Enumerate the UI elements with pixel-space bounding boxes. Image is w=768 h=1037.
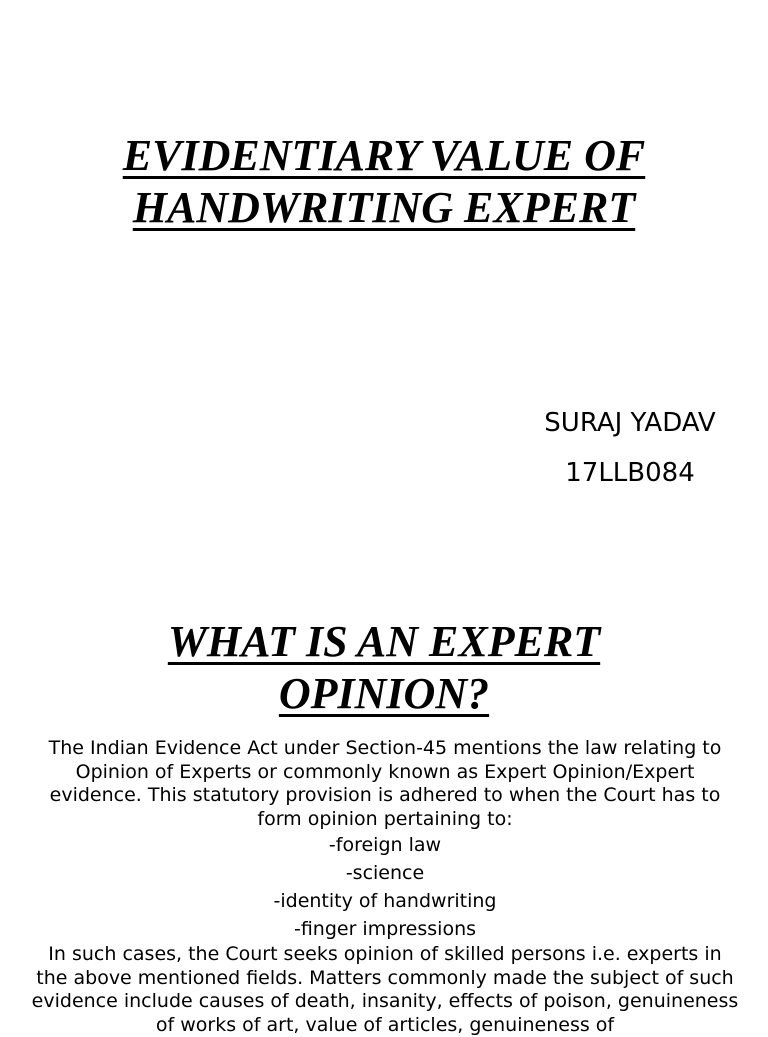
list-item: -foreign law bbox=[328, 834, 442, 856]
heading-line-1: WHAT IS AN EXPERT bbox=[167, 617, 601, 666]
heading-line-2: OPINION? bbox=[278, 669, 490, 718]
content-slide bbox=[0, 600, 768, 1036]
closing-paragraph: In such cases, the Court seeks opinion of skilled persons i.e. experts in the above mentioned fields. Matters commonly made the subject of such evidence include causes of death, insanity, effects of poison, genuineness of works of art, value of articles, genuineness of bbox=[31, 943, 739, 1036]
intro-paragraph: The Indian Evidence Act under Section-45 mentions the law relating to Opinion of Experts or commonly known as Expert Opinion/Expert evidence. This statutory provision is adhered to when the Court has to form opinion pertaining to: bbox=[48, 737, 722, 830]
slide-body bbox=[30, 737, 740, 1037]
presentation-title bbox=[0, 130, 768, 234]
author-id: 17LLB084 bbox=[565, 458, 695, 488]
author-name: SURAJ YADAV bbox=[544, 408, 716, 438]
slide-heading bbox=[0, 616, 768, 720]
list-item: -identity of handwriting bbox=[273, 890, 497, 912]
title-line-2: HANDWRITING EXPERT bbox=[132, 183, 636, 232]
title-line-1: EVIDENTIARY VALUE OF bbox=[122, 131, 646, 180]
list-item: -science bbox=[345, 862, 425, 884]
author-block bbox=[500, 398, 760, 498]
list-item: -finger impressions bbox=[293, 918, 477, 940]
